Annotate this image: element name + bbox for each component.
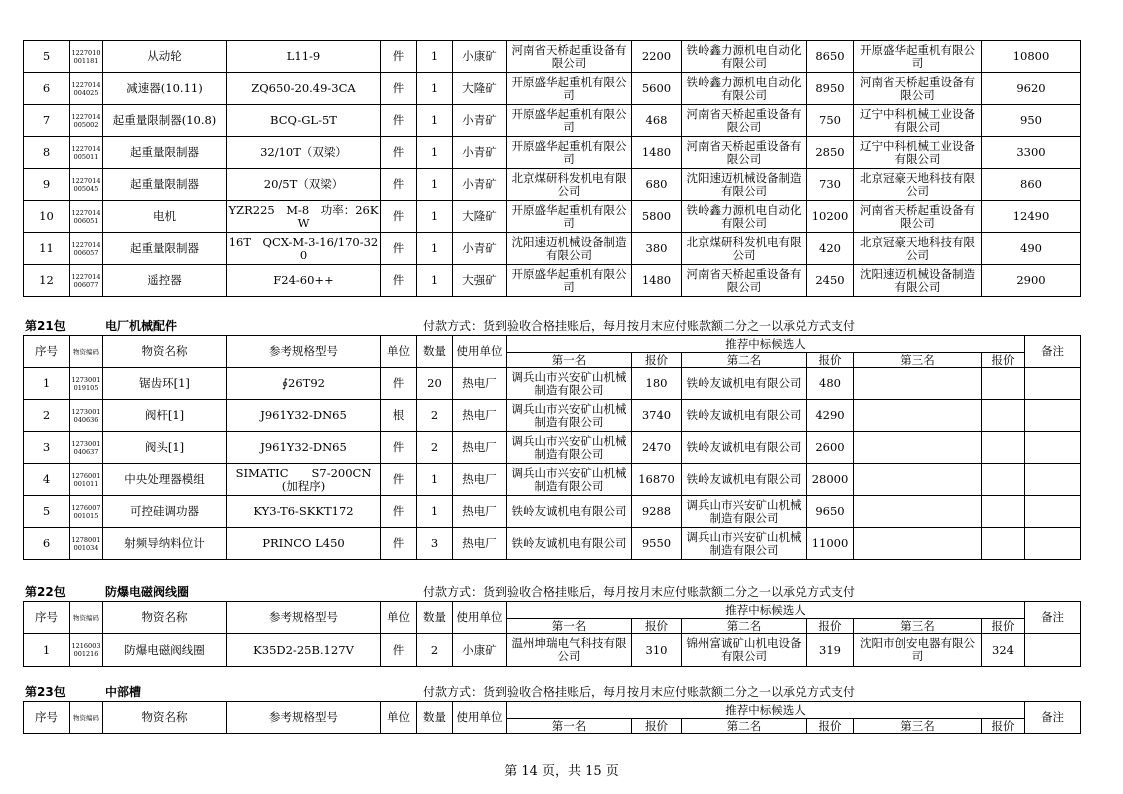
first-candidate: 温州坤瑞电气科技有限公司 — [507, 634, 632, 667]
first-candidate: 北京煤研科发机电有限公司 — [507, 169, 632, 201]
header-remark: 备注 — [1025, 336, 1081, 368]
unit: 件 — [381, 105, 417, 137]
using-unit: 小青矿 — [453, 105, 507, 137]
third-price — [982, 464, 1025, 496]
spec-model: KY3-T6-SKKT172 — [227, 496, 381, 528]
using-unit: 大隆矿 — [453, 201, 507, 233]
row-number: 6 — [24, 73, 70, 105]
row-number: 7 — [24, 105, 70, 137]
header-remark: 备注 — [1025, 702, 1081, 734]
third-candidate: 开原盛华起重机有限公司 — [854, 41, 982, 73]
second-candidate: 北京煤研科发机电有限公司 — [682, 233, 807, 265]
header-row — [24, 702, 1081, 719]
material-name: 可控硅调功器 — [103, 496, 227, 528]
table-row — [24, 265, 1081, 297]
package-label: 第21包 — [25, 319, 66, 333]
first-candidate: 铁岭友诚机电有限公司 — [507, 496, 632, 528]
unit: 件 — [381, 368, 417, 400]
table-row — [24, 201, 1081, 233]
header-third: 第三名 — [854, 719, 982, 734]
header-no: 序号 — [24, 702, 70, 734]
row-number: 1 — [24, 634, 70, 667]
material-code: 1276001 001011 — [70, 464, 103, 496]
package-title: 中部槽 — [105, 685, 142, 699]
bid-table-continued — [23, 40, 1081, 297]
header-spec: 参考规格型号 — [227, 336, 381, 368]
table-row — [24, 233, 1081, 265]
package-label: 第22包 — [25, 585, 66, 599]
material-name: 阀杆[1] — [103, 400, 227, 432]
material-name: 锯齿环[1] — [103, 368, 227, 400]
material-name: 防爆电磁阀线圈 — [103, 634, 227, 667]
header-row — [24, 336, 1081, 353]
table-row — [24, 432, 1081, 464]
row-number: 12 — [24, 265, 70, 297]
header-code: 物资编码 — [70, 702, 103, 734]
first-candidate: 铁岭友诚机电有限公司 — [507, 528, 632, 560]
third-price — [982, 496, 1025, 528]
first-price: 9550 — [632, 528, 682, 560]
header-code: 物资编码 — [70, 336, 103, 368]
unit: 件 — [381, 137, 417, 169]
header-unit: 单位 — [381, 336, 417, 368]
using-unit: 小康矿 — [453, 41, 507, 73]
third-price — [982, 400, 1025, 432]
quantity: 1 — [417, 464, 453, 496]
first-price: 5800 — [632, 201, 682, 233]
material-code: 1227014 006051 — [70, 201, 103, 233]
material-name: 减速器(10.11) — [103, 73, 227, 105]
first-price: 310 — [632, 634, 682, 667]
second-price: 2600 — [807, 432, 854, 464]
header-price: 报价 — [807, 353, 854, 368]
material-code: 1216003 001216 — [70, 634, 103, 667]
first-candidate: 调兵山市兴安矿山机械制造有限公司 — [507, 400, 632, 432]
material-name: 起重量限制器 — [103, 233, 227, 265]
first-price: 2200 — [632, 41, 682, 73]
header-no: 序号 — [24, 336, 70, 368]
quantity: 1 — [417, 169, 453, 201]
header-remark: 备注 — [1025, 602, 1081, 634]
material-code: 1276007 001015 — [70, 496, 103, 528]
first-candidate: 开原盛华起重机有限公司 — [507, 137, 632, 169]
first-price: 1480 — [632, 137, 682, 169]
using-unit: 小青矿 — [453, 233, 507, 265]
third-price: 860 — [982, 169, 1081, 201]
third-candidate: 北京冠豪天地科技有限公司 — [854, 233, 982, 265]
remark-cell — [1025, 400, 1081, 432]
spec-model: 20/5T（双梁） — [227, 169, 381, 201]
row-number: 9 — [24, 169, 70, 201]
row-number: 6 — [24, 528, 70, 560]
spec-model: PRINCO L450 — [227, 528, 381, 560]
header-name: 物资名称 — [103, 702, 227, 734]
spec-model: SIMATIC S7-200CN(加程序) — [227, 464, 381, 496]
header-price: 报价 — [632, 353, 682, 368]
second-price: 8650 — [807, 41, 854, 73]
header-price: 报价 — [632, 619, 682, 634]
third-candidate: 辽宁中科机械工业设备有限公司 — [854, 105, 982, 137]
first-price: 2470 — [632, 432, 682, 464]
second-candidate: 铁岭鑫力源机电自动化有限公司 — [682, 41, 807, 73]
row-number: 4 — [24, 464, 70, 496]
using-unit: 热电厂 — [453, 496, 507, 528]
quantity: 1 — [417, 41, 453, 73]
using-unit: 热电厂 — [453, 432, 507, 464]
first-candidate: 开原盛华起重机有限公司 — [507, 73, 632, 105]
package-23-heading — [25, 685, 142, 699]
second-candidate: 锦州富诚矿山机电设备有限公司 — [682, 634, 807, 667]
bid-table-package-22 — [23, 601, 1081, 667]
third-price: 950 — [982, 105, 1081, 137]
header-using-unit: 使用单位 — [453, 602, 507, 634]
third-candidate — [854, 464, 982, 496]
first-price: 9288 — [632, 496, 682, 528]
second-price: 2850 — [807, 137, 854, 169]
header-qty: 数量 — [417, 602, 453, 634]
quantity: 2 — [417, 432, 453, 464]
header-second: 第二名 — [682, 719, 807, 734]
second-candidate: 河南省天桥起重设备有限公司 — [682, 105, 807, 137]
header-price: 报价 — [807, 619, 854, 634]
header-no: 序号 — [24, 602, 70, 634]
header-qty: 数量 — [417, 702, 453, 734]
package-title: 防爆电磁阀线圈 — [105, 585, 190, 599]
third-candidate: 河南省天桥起重设备有限公司 — [854, 73, 982, 105]
second-price: 4290 — [807, 400, 854, 432]
using-unit: 热电厂 — [453, 368, 507, 400]
quantity: 1 — [417, 137, 453, 169]
second-candidate: 铁岭友诚机电有限公司 — [682, 400, 807, 432]
unit: 件 — [381, 634, 417, 667]
unit: 件 — [381, 464, 417, 496]
second-price: 420 — [807, 233, 854, 265]
table-row — [24, 73, 1081, 105]
third-candidate — [854, 432, 982, 464]
second-price: 8950 — [807, 73, 854, 105]
first-price: 1480 — [632, 265, 682, 297]
row-number: 5 — [24, 496, 70, 528]
unit: 件 — [381, 265, 417, 297]
row-number: 2 — [24, 400, 70, 432]
third-price: 3300 — [982, 137, 1081, 169]
header-unit: 单位 — [381, 602, 417, 634]
second-candidate: 铁岭友诚机电有限公司 — [682, 368, 807, 400]
material-code: 1227014 005045 — [70, 169, 103, 201]
material-code: 1227014 006057 — [70, 233, 103, 265]
quantity: 1 — [417, 496, 453, 528]
first-candidate: 调兵山市兴安矿山机械制造有限公司 — [507, 368, 632, 400]
header-price: 报价 — [982, 353, 1025, 368]
second-price: 9650 — [807, 496, 854, 528]
quantity: 1 — [417, 105, 453, 137]
third-candidate — [854, 496, 982, 528]
third-price: 2900 — [982, 265, 1081, 297]
header-spec: 参考规格型号 — [227, 702, 381, 734]
third-price — [982, 368, 1025, 400]
material-name: 从动轮 — [103, 41, 227, 73]
third-candidate: 辽宁中科机械工业设备有限公司 — [854, 137, 982, 169]
second-candidate: 河南省天桥起重设备有限公司 — [682, 137, 807, 169]
table-row — [24, 496, 1081, 528]
material-name: 起重量限制器 — [103, 137, 227, 169]
row-number: 10 — [24, 201, 70, 233]
second-price: 480 — [807, 368, 854, 400]
second-price: 730 — [807, 169, 854, 201]
third-price: 12490 — [982, 201, 1081, 233]
material-name: 起重量限制器(10.8) — [103, 105, 227, 137]
third-candidate: 河南省天桥起重设备有限公司 — [854, 201, 982, 233]
first-price: 380 — [632, 233, 682, 265]
header-name: 物资名称 — [103, 602, 227, 634]
bid-table-package-23 — [23, 701, 1081, 734]
spec-model: ZQ650-20.49-3CA — [227, 73, 381, 105]
material-name: 遥控器 — [103, 265, 227, 297]
quantity: 2 — [417, 634, 453, 667]
material-code: 1273001 040636 — [70, 400, 103, 432]
header-second: 第二名 — [682, 619, 807, 634]
table-row — [24, 400, 1081, 432]
spec-model: F24-60++ — [227, 265, 381, 297]
header-using-unit: 使用单位 — [453, 336, 507, 368]
page-footer: 第 14 页，共 15 页 — [504, 764, 619, 779]
header-code: 物资编码 — [70, 602, 103, 634]
first-candidate: 河南省天桥起重设备有限公司 — [507, 41, 632, 73]
payment-terms: 付款方式：货到验收合格挂账后，每月按月末应付账款额二分之一以承兑方式支付 — [423, 585, 856, 599]
remark-cell — [1025, 464, 1081, 496]
material-code: 1227010 001181 — [70, 41, 103, 73]
table-row — [24, 634, 1081, 667]
material-code: 1273001 019105 — [70, 368, 103, 400]
quantity: 1 — [417, 233, 453, 265]
first-candidate: 开原盛华起重机有限公司 — [507, 105, 632, 137]
second-price: 11000 — [807, 528, 854, 560]
header-spec: 参考规格型号 — [227, 602, 381, 634]
unit: 件 — [381, 528, 417, 560]
quantity: 1 — [417, 201, 453, 233]
row-number: 3 — [24, 432, 70, 464]
second-price: 2450 — [807, 265, 854, 297]
unit: 件 — [381, 73, 417, 105]
using-unit: 热电厂 — [453, 464, 507, 496]
package-title: 电厂机械配件 — [105, 319, 178, 333]
using-unit: 小康矿 — [453, 634, 507, 667]
header-first: 第一名 — [507, 619, 632, 634]
material-name: 阀头[1] — [103, 432, 227, 464]
second-candidate: 铁岭鑫力源机电自动化有限公司 — [682, 201, 807, 233]
unit: 件 — [381, 496, 417, 528]
header-candidates: 推荐中标候选人 — [507, 336, 1025, 353]
first-price: 3740 — [632, 400, 682, 432]
spec-model: YZR225 M-8 功率：26KW — [227, 201, 381, 233]
header-row — [24, 602, 1081, 619]
header-qty: 数量 — [417, 336, 453, 368]
quantity: 20 — [417, 368, 453, 400]
header-second: 第二名 — [682, 353, 807, 368]
unit: 件 — [381, 41, 417, 73]
using-unit: 大强矿 — [453, 265, 507, 297]
row-number: 8 — [24, 137, 70, 169]
remark-cell — [1025, 528, 1081, 560]
third-price: 9620 — [982, 73, 1081, 105]
package-21-heading — [25, 319, 178, 333]
third-price: 490 — [982, 233, 1081, 265]
bid-table-package-21 — [23, 335, 1081, 560]
unit: 件 — [381, 233, 417, 265]
spec-model: K35D2-25B.127V — [227, 634, 381, 667]
header-candidates: 推荐中标候选人 — [507, 602, 1025, 619]
package-label: 第23包 — [25, 685, 66, 699]
third-price: 10800 — [982, 41, 1081, 73]
second-candidate: 调兵山市兴安矿山机械制造有限公司 — [682, 496, 807, 528]
package-22-heading — [25, 585, 190, 599]
second-price: 10200 — [807, 201, 854, 233]
material-name: 起重量限制器 — [103, 169, 227, 201]
second-candidate: 铁岭友诚机电有限公司 — [682, 464, 807, 496]
third-candidate — [854, 528, 982, 560]
header-first: 第一名 — [507, 719, 632, 734]
spec-model: J961Y32-DN65 — [227, 432, 381, 464]
table-row — [24, 105, 1081, 137]
payment-terms: 付款方式：货到验收合格挂账后，每月按月末应付账款额二分之一以承兑方式支付 — [423, 685, 856, 699]
material-name: 中央处理器模组 — [103, 464, 227, 496]
table-row — [24, 41, 1081, 73]
second-price: 28000 — [807, 464, 854, 496]
third-candidate: 沈阳市创安电器有限公司 — [854, 634, 982, 667]
first-candidate: 沈阳速迈机械设备制造有限公司 — [507, 233, 632, 265]
third-price: 324 — [982, 634, 1025, 667]
first-price: 180 — [632, 368, 682, 400]
table-row — [24, 137, 1081, 169]
using-unit: 小青矿 — [453, 169, 507, 201]
header-using-unit: 使用单位 — [453, 702, 507, 734]
header-third: 第三名 — [854, 353, 982, 368]
table-row — [24, 464, 1081, 496]
remark-cell — [1025, 634, 1081, 667]
second-candidate: 沈阳速迈机械设备制造有限公司 — [682, 169, 807, 201]
spec-model: L11-9 — [227, 41, 381, 73]
payment-terms: 付款方式：货到验收合格挂账后，每月按月末应付账款额二分之一以承兑方式支付 — [423, 319, 856, 333]
material-code: 1227014 006077 — [70, 265, 103, 297]
second-candidate: 河南省天桥起重设备有限公司 — [682, 265, 807, 297]
quantity: 2 — [417, 400, 453, 432]
third-candidate: 沈阳速迈机械设备制造有限公司 — [854, 265, 982, 297]
using-unit: 小青矿 — [453, 137, 507, 169]
header-unit: 单位 — [381, 702, 417, 734]
material-code: 1227014 004025 — [70, 73, 103, 105]
first-price: 5600 — [632, 73, 682, 105]
first-candidate: 开原盛华起重机有限公司 — [507, 201, 632, 233]
header-price: 报价 — [632, 719, 682, 734]
quantity: 1 — [417, 265, 453, 297]
unit: 根 — [381, 400, 417, 432]
first-candidate: 调兵山市兴安矿山机械制造有限公司 — [507, 464, 632, 496]
material-code: 1278001 001034 — [70, 528, 103, 560]
second-candidate: 铁岭友诚机电有限公司 — [682, 432, 807, 464]
unit: 件 — [381, 201, 417, 233]
using-unit: 热电厂 — [453, 400, 507, 432]
quantity: 1 — [417, 73, 453, 105]
row-number: 11 — [24, 233, 70, 265]
quantity: 3 — [417, 528, 453, 560]
table-row — [24, 169, 1081, 201]
spec-model: 16T QCX-M-3-16/170-320 — [227, 233, 381, 265]
spec-model: ∮26T92 — [227, 368, 381, 400]
table-row — [24, 368, 1081, 400]
third-candidate: 北京冠豪天地科技有限公司 — [854, 169, 982, 201]
unit: 件 — [381, 169, 417, 201]
second-candidate: 调兵山市兴安矿山机械制造有限公司 — [682, 528, 807, 560]
material-code: 1227014 005011 — [70, 137, 103, 169]
header-candidates: 推荐中标候选人 — [507, 702, 1025, 719]
remark-cell — [1025, 368, 1081, 400]
using-unit: 大隆矿 — [453, 73, 507, 105]
first-candidate: 开原盛华起重机有限公司 — [507, 265, 632, 297]
header-price: 报价 — [807, 719, 854, 734]
material-code: 1227014 005002 — [70, 105, 103, 137]
spec-model: 32/10T（双梁） — [227, 137, 381, 169]
third-candidate — [854, 368, 982, 400]
second-price: 750 — [807, 105, 854, 137]
spec-model: J961Y32-DN65 — [227, 400, 381, 432]
header-price: 报价 — [982, 719, 1025, 734]
first-price: 16870 — [632, 464, 682, 496]
table-row — [24, 528, 1081, 560]
third-candidate — [854, 400, 982, 432]
header-price: 报价 — [982, 619, 1025, 634]
second-price: 319 — [807, 634, 854, 667]
header-first: 第一名 — [507, 353, 632, 368]
row-number: 5 — [24, 41, 70, 73]
row-number: 1 — [24, 368, 70, 400]
material-name: 电机 — [103, 201, 227, 233]
spec-model: BCQ-GL-5T — [227, 105, 381, 137]
first-price: 468 — [632, 105, 682, 137]
first-price: 680 — [632, 169, 682, 201]
using-unit: 热电厂 — [453, 528, 507, 560]
header-third: 第三名 — [854, 619, 982, 634]
first-candidate: 调兵山市兴安矿山机械制造有限公司 — [507, 432, 632, 464]
header-name: 物资名称 — [103, 336, 227, 368]
third-price — [982, 432, 1025, 464]
remark-cell — [1025, 432, 1081, 464]
unit: 件 — [381, 432, 417, 464]
remark-cell — [1025, 496, 1081, 528]
second-candidate: 铁岭鑫力源机电自动化有限公司 — [682, 73, 807, 105]
third-price — [982, 528, 1025, 560]
material-name: 射频导纳料位计 — [103, 528, 227, 560]
material-code: 1273001 040637 — [70, 432, 103, 464]
